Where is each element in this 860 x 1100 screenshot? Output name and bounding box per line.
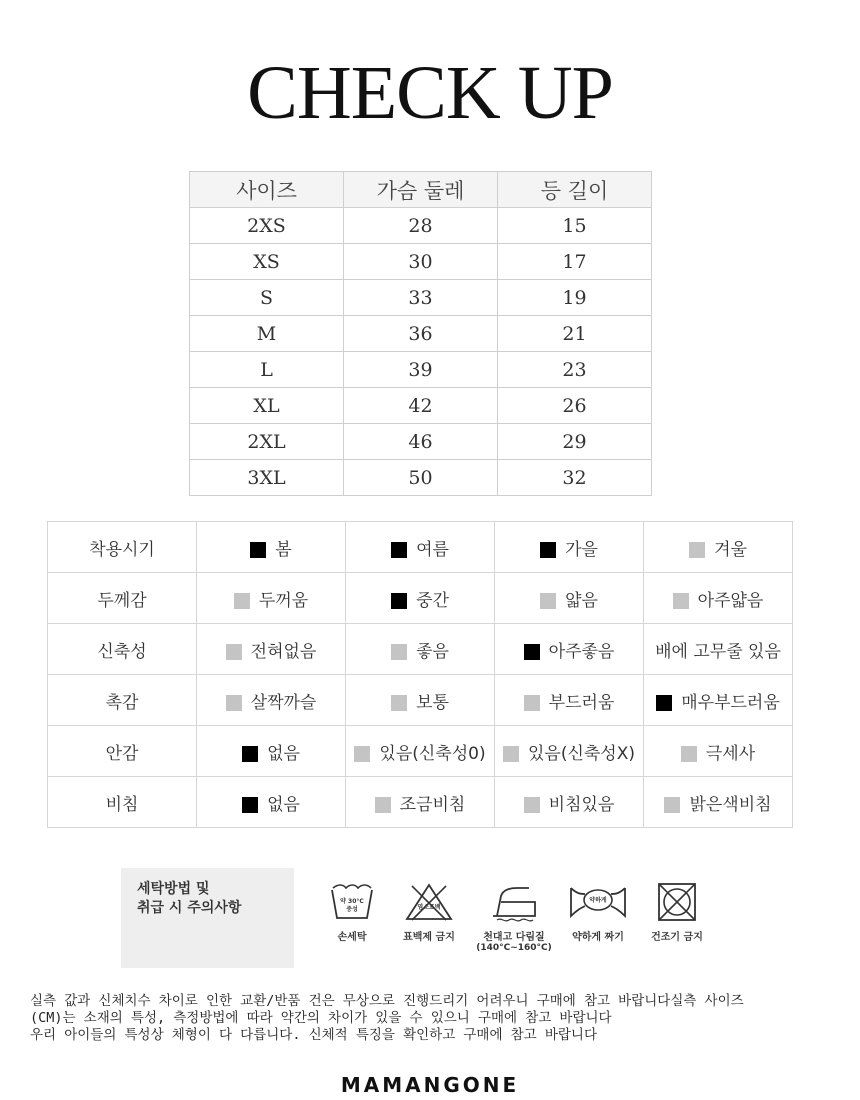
feature-option bbox=[644, 777, 793, 828]
unchecked-box-icon bbox=[524, 797, 540, 813]
unchecked-box-icon bbox=[540, 593, 556, 609]
chest-cell: 30 bbox=[344, 244, 498, 280]
gentle-wring-icon bbox=[567, 882, 629, 922]
unchecked-box-icon bbox=[391, 695, 407, 711]
care-title-line: 세탁방법 및 bbox=[137, 881, 210, 897]
checked-box-icon bbox=[540, 542, 556, 558]
feature-option bbox=[346, 522, 495, 573]
unchecked-box-icon bbox=[234, 593, 250, 609]
feature-option-label: 아주좋음 bbox=[548, 641, 615, 662]
feature-option-label: 없음 bbox=[267, 743, 300, 764]
chest-cell: 36 bbox=[344, 316, 498, 352]
back-length-cell: 26 bbox=[498, 388, 652, 424]
care-title-line: 취급 시 주의사항 bbox=[137, 900, 242, 916]
chest-cell: 46 bbox=[344, 424, 498, 460]
feature-option bbox=[346, 777, 495, 828]
table-row bbox=[190, 388, 652, 424]
iron-temperature: (140°C~160°C) bbox=[476, 943, 552, 953]
size-cell: L bbox=[190, 352, 344, 388]
feature-option-label: 밝은색비침 bbox=[689, 794, 772, 815]
feature-option-label: 얇음 bbox=[565, 590, 598, 611]
feature-option-label: 봄 bbox=[275, 539, 292, 560]
gentle-wring-inner: 약하게 bbox=[589, 897, 607, 904]
checked-box-icon bbox=[524, 644, 540, 660]
size-cell: XL bbox=[190, 388, 344, 424]
no-tumble-dry-symbol bbox=[642, 882, 712, 943]
feature-option bbox=[197, 522, 346, 573]
table-row bbox=[190, 424, 652, 460]
feature-option bbox=[197, 573, 346, 624]
note-line: (CM)는 소재의 특성, 측정방법에 따라 약간의 차이가 있을 수 있으니 구매에 참고 바랍니다 bbox=[30, 1010, 612, 1026]
no-tumble-dry-label: 건조기 금지 bbox=[651, 932, 703, 943]
unchecked-box-icon bbox=[503, 746, 519, 762]
note-line: 실측 값과 신체치수 차이로 인한 교환/반품 건은 무상으로 진행드리기 어려우니 구매에 참고 바랍니다실측 사이즈 bbox=[30, 993, 744, 1009]
feature-option bbox=[495, 675, 644, 726]
feature-option-label: 보통 bbox=[416, 692, 449, 713]
hand-wash-label: 손세탁 bbox=[337, 932, 367, 943]
no-bleach-inner: 염소표백 bbox=[417, 904, 441, 911]
unchecked-box-icon bbox=[664, 797, 680, 813]
feature-option bbox=[644, 624, 793, 675]
feature-row bbox=[48, 573, 793, 624]
feature-option-label: 있음(신축성0) bbox=[379, 743, 486, 764]
back-length-cell: 17 bbox=[498, 244, 652, 280]
size-header-cell: 사이즈 bbox=[190, 172, 344, 208]
note-line: 우리 아이들의 특성상 체형이 다 다릅니다. 신체적 특징을 확인하고 구매에 참고 바랍니다 bbox=[30, 1027, 598, 1043]
hand-wash-icon bbox=[329, 882, 375, 922]
checked-box-icon bbox=[242, 797, 258, 813]
no-bleach-symbol bbox=[396, 882, 462, 943]
feature-option bbox=[197, 726, 346, 777]
feature-option bbox=[495, 573, 644, 624]
chest-cell: 33 bbox=[344, 280, 498, 316]
feature-option-label: 배에 고무줄 있음 bbox=[655, 641, 781, 662]
chest-cell: 39 bbox=[344, 352, 498, 388]
feature-option-label: 겨울 bbox=[714, 539, 747, 560]
feature-label: 두께감 bbox=[48, 573, 197, 624]
feature-option-label: 비침있음 bbox=[548, 794, 615, 815]
feature-option bbox=[644, 726, 793, 777]
back-length-cell: 15 bbox=[498, 208, 652, 244]
table-row bbox=[190, 280, 652, 316]
chest-cell: 42 bbox=[344, 388, 498, 424]
feature-option-label: 좋음 bbox=[416, 641, 449, 662]
feature-option-label: 아주얇음 bbox=[697, 590, 764, 611]
feature-label: 착용시기 bbox=[48, 522, 197, 573]
size-cell: 3XL bbox=[190, 460, 344, 496]
size-header-cell: 가슴 둘레 bbox=[344, 172, 498, 208]
feature-option bbox=[495, 777, 644, 828]
no-bleach-label: 표백제 금지 bbox=[403, 932, 455, 943]
no-bleach-icon bbox=[404, 882, 454, 922]
unchecked-box-icon bbox=[524, 695, 540, 711]
table-row bbox=[190, 460, 652, 496]
size-cell: XS bbox=[190, 244, 344, 280]
size-header-cell: 등 길이 bbox=[498, 172, 652, 208]
size-cell: M bbox=[190, 316, 344, 352]
gentle-wring-label: 약하게 짜기 bbox=[572, 932, 624, 943]
feature-table bbox=[47, 521, 793, 828]
feature-option-label: 조금비침 bbox=[399, 794, 466, 815]
feature-option bbox=[197, 624, 346, 675]
hand-wash-detergent: 중성 bbox=[346, 906, 358, 913]
feature-option-label: 극세사 bbox=[705, 743, 756, 764]
unchecked-box-icon bbox=[226, 644, 242, 660]
back-length-cell: 29 bbox=[498, 424, 652, 460]
care-title bbox=[137, 880, 241, 918]
back-length-cell: 23 bbox=[498, 352, 652, 388]
unchecked-box-icon bbox=[391, 644, 407, 660]
feature-option-label: 살짝까슬 bbox=[250, 692, 317, 713]
feature-option bbox=[346, 675, 495, 726]
table-row bbox=[190, 208, 652, 244]
hand-wash-symbol bbox=[322, 882, 382, 943]
size-table-header bbox=[190, 172, 652, 208]
chest-cell: 50 bbox=[344, 460, 498, 496]
feature-option bbox=[346, 573, 495, 624]
checked-box-icon bbox=[656, 695, 672, 711]
back-length-cell: 21 bbox=[498, 316, 652, 352]
feature-option bbox=[644, 522, 793, 573]
checked-box-icon bbox=[391, 593, 407, 609]
table-row bbox=[190, 352, 652, 388]
feature-option-label: 매우부드러움 bbox=[681, 692, 780, 713]
feature-option-label: 여름 bbox=[416, 539, 449, 560]
feature-option-label: 없음 bbox=[267, 794, 300, 815]
feature-label: 신축성 bbox=[48, 624, 197, 675]
size-cell: 2XS bbox=[190, 208, 344, 244]
feature-option bbox=[644, 573, 793, 624]
no-tumble-dry-icon bbox=[656, 882, 698, 922]
gentle-wring-symbol bbox=[562, 882, 634, 943]
page-title: CHECK UP bbox=[247, 51, 613, 135]
feature-option-label: 부드러움 bbox=[548, 692, 615, 713]
feature-option bbox=[495, 522, 644, 573]
back-length-cell: 19 bbox=[498, 280, 652, 316]
feature-option bbox=[495, 624, 644, 675]
feature-row bbox=[48, 726, 793, 777]
feature-row bbox=[48, 522, 793, 573]
table-row bbox=[190, 316, 652, 352]
checked-box-icon bbox=[250, 542, 266, 558]
feature-label: 안감 bbox=[48, 726, 197, 777]
feature-option bbox=[644, 675, 793, 726]
iron-symbol bbox=[472, 882, 556, 953]
feature-label: 촉감 bbox=[48, 675, 197, 726]
feature-row bbox=[48, 675, 793, 726]
notes-block bbox=[30, 993, 858, 1044]
size-cell: 2XL bbox=[190, 424, 344, 460]
feature-option bbox=[346, 624, 495, 675]
care-instructions-box bbox=[121, 868, 294, 968]
feature-label: 비침 bbox=[48, 777, 197, 828]
feature-option-label: 전혀없음 bbox=[250, 641, 317, 662]
unchecked-box-icon bbox=[226, 695, 242, 711]
brand-logo: MAMANGONE bbox=[340, 1073, 520, 1097]
checked-box-icon bbox=[391, 542, 407, 558]
feature-option-label: 두꺼움 bbox=[258, 590, 309, 611]
feature-option bbox=[197, 777, 346, 828]
back-length-cell: 32 bbox=[498, 460, 652, 496]
unchecked-box-icon bbox=[689, 542, 705, 558]
iron-icon bbox=[487, 882, 541, 922]
feature-option bbox=[197, 675, 346, 726]
iron-label: 천대고 다림질 bbox=[483, 932, 545, 943]
feature-option-label: 중간 bbox=[416, 590, 449, 611]
feature-row bbox=[48, 624, 793, 675]
chest-cell: 28 bbox=[344, 208, 498, 244]
feature-option-label: 가을 bbox=[565, 539, 598, 560]
unchecked-box-icon bbox=[673, 593, 689, 609]
feature-option bbox=[346, 726, 495, 777]
unchecked-box-icon bbox=[375, 797, 391, 813]
feature-option bbox=[495, 726, 644, 777]
table-row bbox=[190, 244, 652, 280]
feature-option-label: 있음(신축성X) bbox=[527, 743, 636, 764]
size-table bbox=[189, 171, 652, 496]
checked-box-icon bbox=[242, 746, 258, 762]
unchecked-box-icon bbox=[681, 746, 697, 762]
unchecked-box-icon bbox=[354, 746, 370, 762]
size-cell: S bbox=[190, 280, 344, 316]
hand-wash-temp: 약 30°C bbox=[340, 898, 364, 905]
feature-row bbox=[48, 777, 793, 828]
